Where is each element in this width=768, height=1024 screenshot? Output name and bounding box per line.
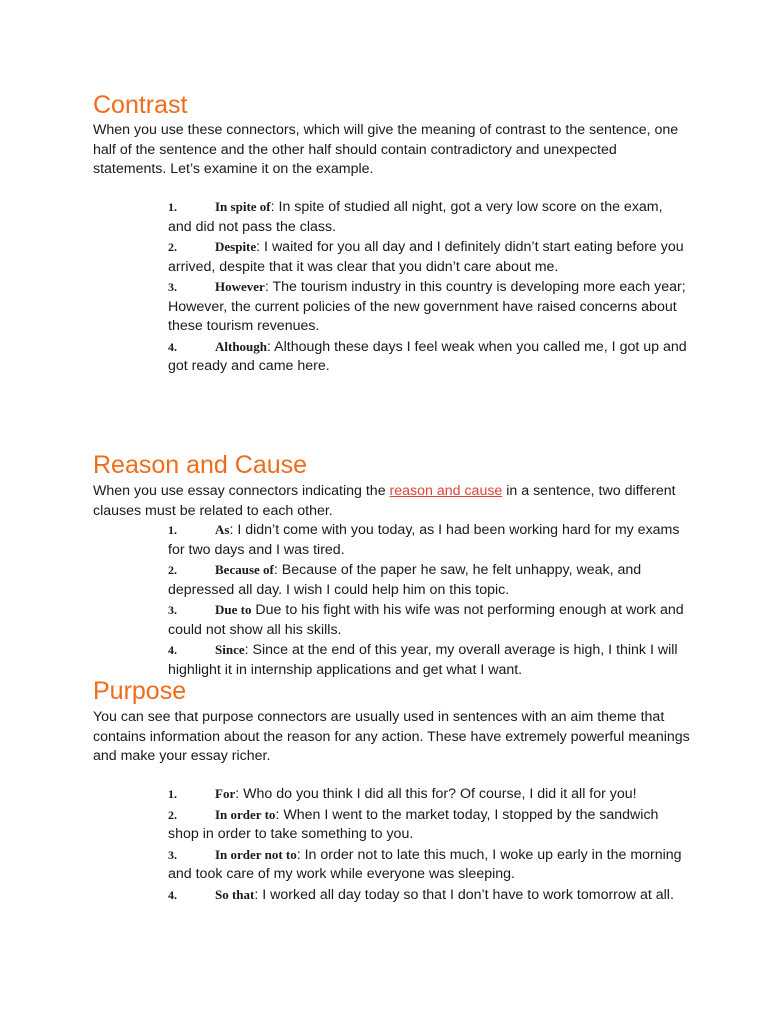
purpose-list bbox=[168, 784, 688, 905]
reason-cause-intro bbox=[93, 482, 693, 521]
item-text: : Since at the end of this year, my overall average is high, I think I will highlight it in internship applications and get what I want. bbox=[168, 642, 678, 678]
list-item bbox=[168, 560, 688, 600]
connector-keyword: So that bbox=[215, 886, 255, 902]
list-item bbox=[168, 337, 688, 377]
contrast-heading: Contrast bbox=[93, 91, 188, 119]
connector-keyword: Although bbox=[215, 338, 268, 354]
item-number: 2. bbox=[168, 563, 177, 577]
list-item bbox=[168, 640, 688, 680]
item-text: : I didn’t come with you today, as I had been working hard for my exams for two days and I was tired. bbox=[168, 522, 680, 558]
item-number: 1. bbox=[168, 200, 177, 214]
item-number: 1. bbox=[168, 523, 177, 537]
purpose-heading: Purpose bbox=[93, 677, 187, 705]
item-text: : I waited for you all day and I definitely didn’t start eating before you arrived, despite that it was clear that you didn’t care about me. bbox=[168, 239, 684, 275]
reason-cause-list bbox=[168, 520, 688, 680]
list-item bbox=[168, 520, 688, 560]
item-text: : The tourism industry in this country is developing more each year; However, the current policies of the new government have raised concerns about these tourism revenues. bbox=[168, 279, 686, 334]
item-number: 4. bbox=[168, 339, 177, 354]
connector-keyword: Since bbox=[215, 642, 245, 657]
reason-and-cause-link[interactable]: reason and cause bbox=[389, 483, 503, 499]
item-text: : Because of the paper he saw, he felt unhappy, weak, and depressed all day. I wish I could help him on this topic. bbox=[168, 562, 642, 598]
connector-keyword: Due to bbox=[215, 602, 252, 617]
list-item bbox=[168, 237, 688, 277]
list-item bbox=[168, 784, 688, 805]
connector-keyword: However bbox=[215, 279, 265, 294]
connector-keyword: In order to bbox=[215, 806, 276, 822]
item-number: 3. bbox=[168, 847, 177, 862]
item-text: : Who do you think I did all this for? Of course, I did it all for you! bbox=[235, 786, 637, 802]
item-text: : When I went to the market today, I stopped by the sandwich shop in order to take something to you. bbox=[168, 806, 659, 842]
intro-text: in a sentence, two different clauses must be related to each other. bbox=[93, 483, 676, 519]
item-number: 1. bbox=[168, 787, 177, 801]
item-number: 3. bbox=[168, 280, 177, 294]
item-number: 4. bbox=[168, 643, 177, 657]
list-item bbox=[168, 845, 688, 885]
list-item bbox=[168, 600, 688, 640]
item-number: 2. bbox=[168, 240, 177, 254]
item-number: 3. bbox=[168, 603, 177, 617]
item-number: 2. bbox=[168, 807, 177, 822]
reason-cause-heading: Reason and Cause bbox=[93, 451, 308, 479]
connector-keyword: Despite bbox=[215, 239, 257, 254]
contrast-list bbox=[168, 197, 688, 377]
item-text: Due to his fight with his wife was not performing enough at work and could not show all his skills. bbox=[168, 602, 684, 638]
purpose-intro: You can see that purpose connectors are usually used in sentences with an aim theme that contains information about the reason for any action. These have extremely powerful meanings and make your essay richer. bbox=[93, 709, 690, 764]
item-text: : In order not to late this much, I woke up early in the morning and took care of my work while everyone was sleeping. bbox=[168, 846, 682, 882]
connector-keyword: As bbox=[215, 522, 230, 537]
list-item bbox=[168, 277, 688, 337]
item-text: : I worked all day today so that I don’t have to work tomorrow at all. bbox=[254, 886, 674, 903]
connector-keyword: For bbox=[215, 786, 236, 801]
list-item bbox=[168, 197, 688, 237]
item-number: 4. bbox=[168, 887, 177, 902]
intro-text: When you use essay connectors indicating the bbox=[93, 483, 390, 499]
item-text: : Although these days I feel weak when you called me, I got up and got ready and came here. bbox=[168, 338, 687, 374]
item-text: : In spite of studied all night, got a very low score on the exam, and did not pass the class. bbox=[168, 199, 663, 235]
connector-keyword: In spite of bbox=[215, 199, 271, 214]
connector-keyword: In order not to bbox=[215, 846, 297, 862]
contrast-intro: When you use these connectors, which will give the meaning of contrast to the sentence, one half of the sentence and the other half should contain contradictory and unexpected statements. Let’s examine it on the example. bbox=[93, 122, 679, 177]
list-item bbox=[168, 805, 688, 845]
connector-keyword: Because of bbox=[215, 562, 274, 577]
list-item bbox=[168, 885, 688, 906]
